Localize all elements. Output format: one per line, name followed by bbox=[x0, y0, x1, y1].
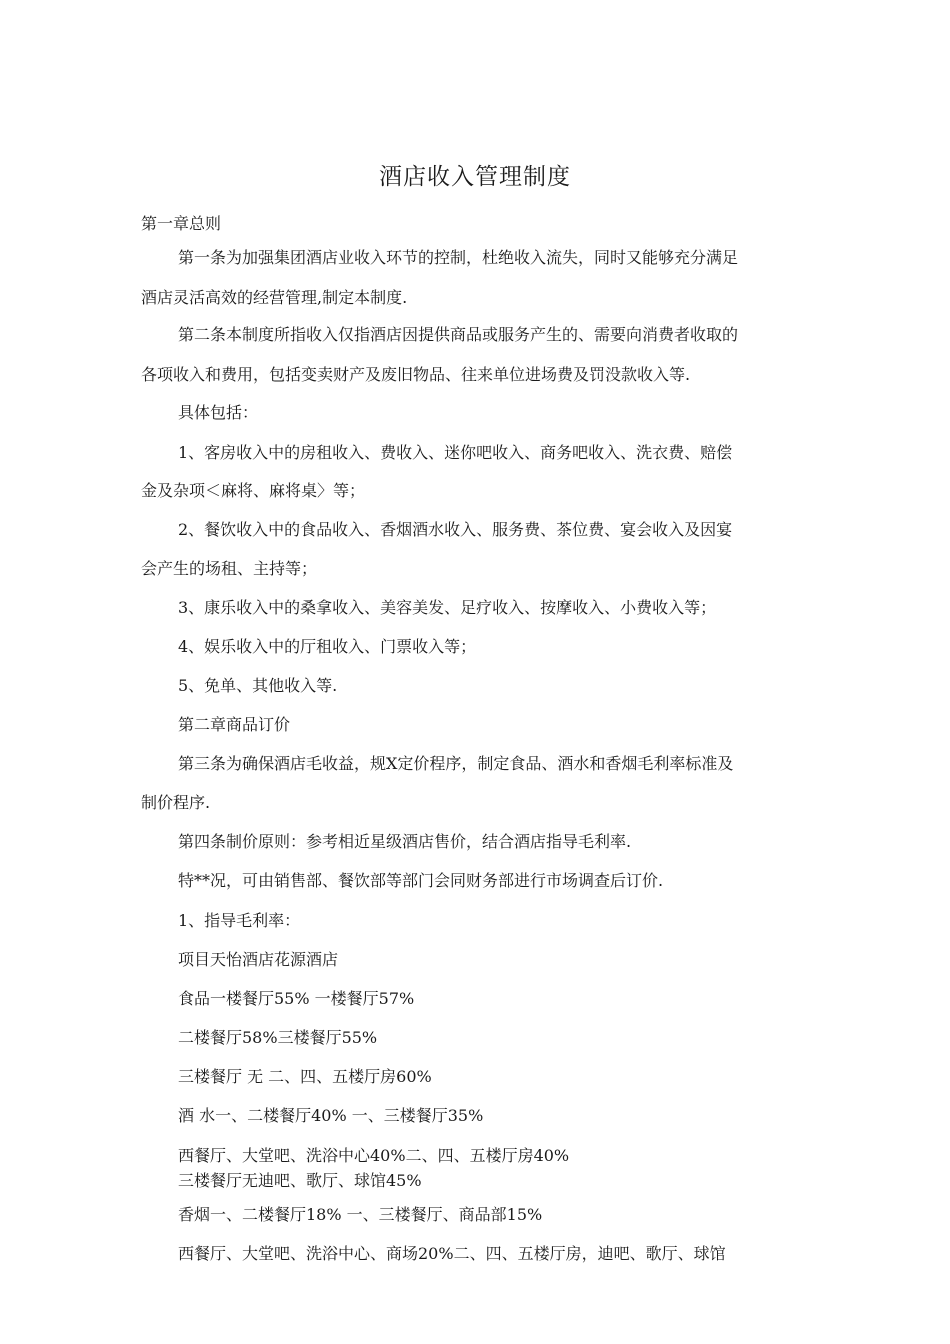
chapter-heading: 第二章商品订价 bbox=[178, 715, 291, 734]
paragraph-line: 制价程序. bbox=[141, 793, 211, 812]
table-text-line: 三楼餐厅 无 二、四、五楼厅房60% bbox=[178, 1067, 432, 1086]
table-text-line: 酒 水一、二楼餐厅40% 一、三楼餐厅35% bbox=[178, 1106, 484, 1125]
paragraph-line: 各项收入和费用，包括变卖财产及废旧物品、往来单位进场费及罚没款收入等. bbox=[141, 365, 691, 384]
list-item-line: 金及杂项＜麻将、麻将桌〉等； bbox=[141, 481, 366, 500]
table-text-line: 项目天怡酒店花源酒店 bbox=[178, 950, 339, 969]
paragraph-line: 第三条为确保酒店毛收益，规X定价程序，制定食品、酒水和香烟毛利率标准及 bbox=[178, 754, 734, 773]
list-item-line: 3、康乐收入中的桑拿收入、美容美发、足疗收入、按摩收入、小费收入等； bbox=[178, 598, 717, 617]
table-text-line: 西餐厅、大堂吧、洗浴中心、商场20%二、四、五楼厅房，迪吧、歌厅、球馆 bbox=[178, 1244, 726, 1263]
list-item-line: 1、客房收入中的房租收入、费收入、迷你吧收入、商务吧收入、洗衣费、赔偿 bbox=[178, 443, 733, 462]
document-title: 酒店收入管理制度 bbox=[379, 164, 571, 190]
list-item-line: 会产生的场租、主持等； bbox=[141, 559, 318, 578]
paragraph-line: 酒店灵活高效的经营管理,制定本制度. bbox=[141, 288, 408, 307]
list-item-line: 1、指导毛利率： bbox=[178, 911, 301, 930]
paragraph-line: 第四条制价原则：参考相近星级酒店售价，结合酒店指导毛利率. bbox=[178, 832, 632, 851]
table-text-line: 西餐厅、大堂吧、洗浴中心40%二、四、五楼厅房40% bbox=[178, 1146, 570, 1165]
list-item-line: 5、免单、其他收入等. bbox=[178, 676, 338, 695]
list-item-line: 4、娱乐收入中的厅租收入、门票收入等； bbox=[178, 637, 477, 656]
table-text-line: 食品一楼餐厅55% 一楼餐厅57% bbox=[178, 989, 415, 1008]
chapter-heading: 第一章总则 bbox=[141, 214, 222, 233]
table-text-line: 三楼餐厅无迪吧、歌厅、球馆45% bbox=[178, 1171, 422, 1190]
paragraph-line: 第二条本制度所指收入仅指酒店因提供商品或服务产生的、需要向消费者收取的 bbox=[178, 325, 739, 344]
table-text-line: 二楼餐厅58%三楼餐厅55% bbox=[178, 1028, 378, 1047]
paragraph-line: 特**况，可由销售部、餐饮部等部门会同财务部进行市场调查后订价. bbox=[178, 871, 664, 890]
paragraph-line: 具体包括： bbox=[178, 403, 259, 422]
paragraph-line: 第一条为加强集团酒店业收入环节的控制，杜绝收入流失，同时又能够充分满足 bbox=[178, 248, 739, 267]
table-text-line: 香烟一、二楼餐厅18% 一、三楼餐厅、商品部15% bbox=[178, 1205, 543, 1224]
list-item-line: 2、餐饮收入中的食品收入、香烟酒水收入、服务费、茶位费、宴会收入及因宴 bbox=[178, 520, 733, 539]
